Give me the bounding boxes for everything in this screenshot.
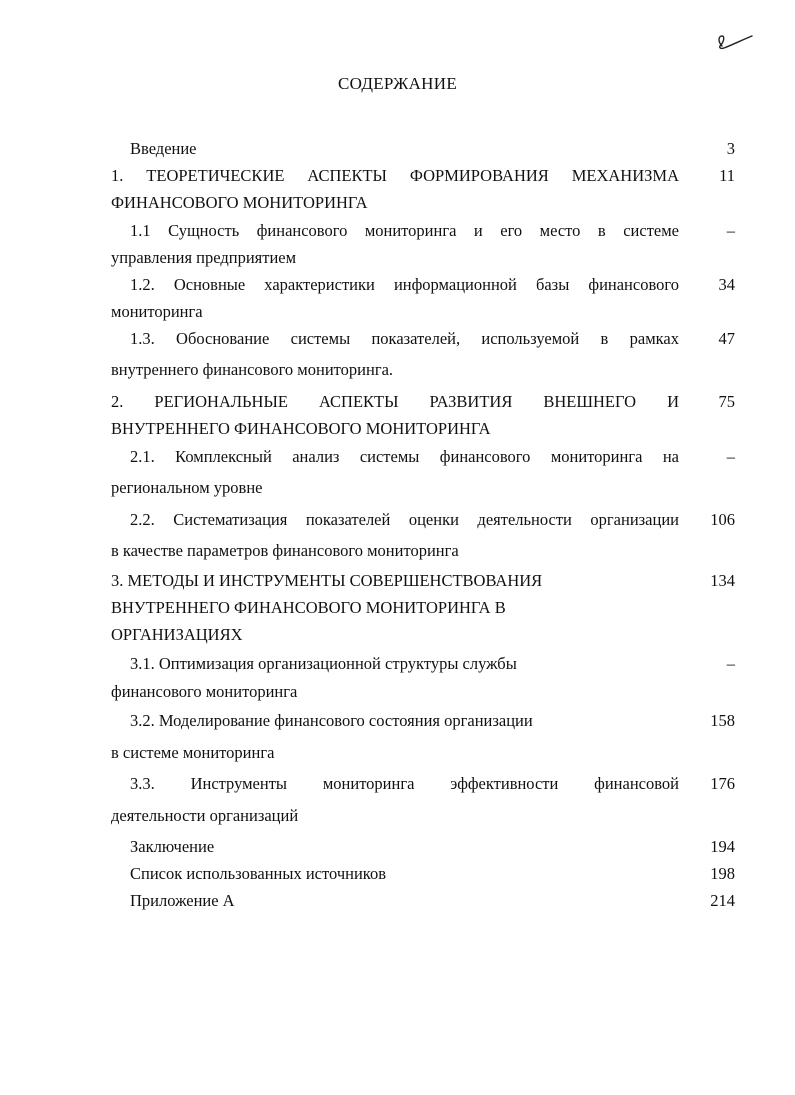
toc-entry-title: 2.2. Систематизация показателей оценки деятельности организации <box>130 510 679 529</box>
toc-page-number: 158 <box>710 711 735 730</box>
toc-page-number: – <box>726 654 735 673</box>
toc-page-number: 194 <box>710 837 735 856</box>
toc-entry-title-continued: деятельности организаций <box>111 806 299 825</box>
toc-entry-title-continued: региональном уровне <box>111 478 263 497</box>
toc-entry-title: 2. РЕГИОНАЛЬНЫЕ АСПЕКТЫ РАЗВИТИЯ ВНЕШНЕГО И <box>111 392 679 411</box>
toc-page-number: 198 <box>710 864 735 883</box>
toc-entry-title: 2.1. Комплексный анализ системы финансового мониторинга на <box>130 447 679 466</box>
toc-entry-title: 3.1. Оптимизация организационной структуры службы <box>130 654 517 673</box>
toc-page-number: 214 <box>710 891 735 910</box>
toc-entry-title: Приложение А <box>130 891 235 910</box>
toc-page-number: 34 <box>718 275 735 294</box>
toc-entry-title: Список использованных источников <box>130 864 386 883</box>
toc-entry-title-continued: ВНУТРЕННЕГО ФИНАНСОВОГО МОНИТОРИНГА <box>111 419 491 438</box>
toc-entry-title-continued: мониторинга <box>111 302 203 321</box>
toc-entry-title: 3.2. Моделирование финансового состояния организации <box>130 711 533 730</box>
toc-entry-title: 3.3. Инструменты мониторинга эффективности финансовой <box>130 774 679 793</box>
toc-page-number: 106 <box>710 510 735 529</box>
toc-entry-title: 3. МЕТОДЫ И ИНСТРУМЕНТЫ СОВЕРШЕНСТВОВАНИЯ <box>111 571 543 590</box>
handwritten-signature <box>712 30 756 54</box>
toc-entry-title-continued: внутреннего финансового мониторинга. <box>111 360 394 379</box>
page-title: СОДЕРЖАНИЕ <box>337 74 458 93</box>
toc-page-number: 176 <box>710 774 735 793</box>
toc-entry-title: 1.2. Основные характеристики информационной базы финансового <box>130 275 679 294</box>
toc-entry-title-continued: ВНУТРЕННЕГО ФИНАНСОВОГО МОНИТОРИНГА В <box>111 598 506 617</box>
toc-page-number: 75 <box>718 392 735 411</box>
toc-entry-title-continued: в системе мониторинга <box>111 743 275 762</box>
toc-entry-title: 1. ТЕОРЕТИЧЕСКИЕ АСПЕКТЫ ФОРМИРОВАНИЯ МЕХАНИЗМА <box>111 166 679 185</box>
toc-entry-title-continued: ФИНАНСОВОГО МОНИТОРИНГА <box>111 193 368 212</box>
toc-entry-title: 1.1 Сущность финансового мониторинга и его место в системе <box>130 221 679 240</box>
toc-page-number: – <box>726 447 735 466</box>
toc-entry-title-continued: в качестве параметров финансового мониторинга <box>111 541 459 560</box>
toc-entry-title: Заключение <box>130 837 215 856</box>
toc-page-number: – <box>726 221 735 240</box>
toc-entry-title-continued: финансового мониторинга <box>111 682 298 701</box>
toc-entry-title: 1.3. Обоснование системы показателей, используемой в рамках <box>130 329 679 348</box>
toc-entry-title: Введение <box>130 139 197 158</box>
toc-page-number: 3 <box>726 139 735 158</box>
toc-page-number: 134 <box>710 571 735 590</box>
toc-entry-title-continued: ОРГАНИЗАЦИЯХ <box>111 625 243 644</box>
toc-page-number: 11 <box>719 166 735 185</box>
toc-entry-title-continued: управления предприятием <box>111 248 297 267</box>
toc-page-number: 47 <box>718 329 735 348</box>
